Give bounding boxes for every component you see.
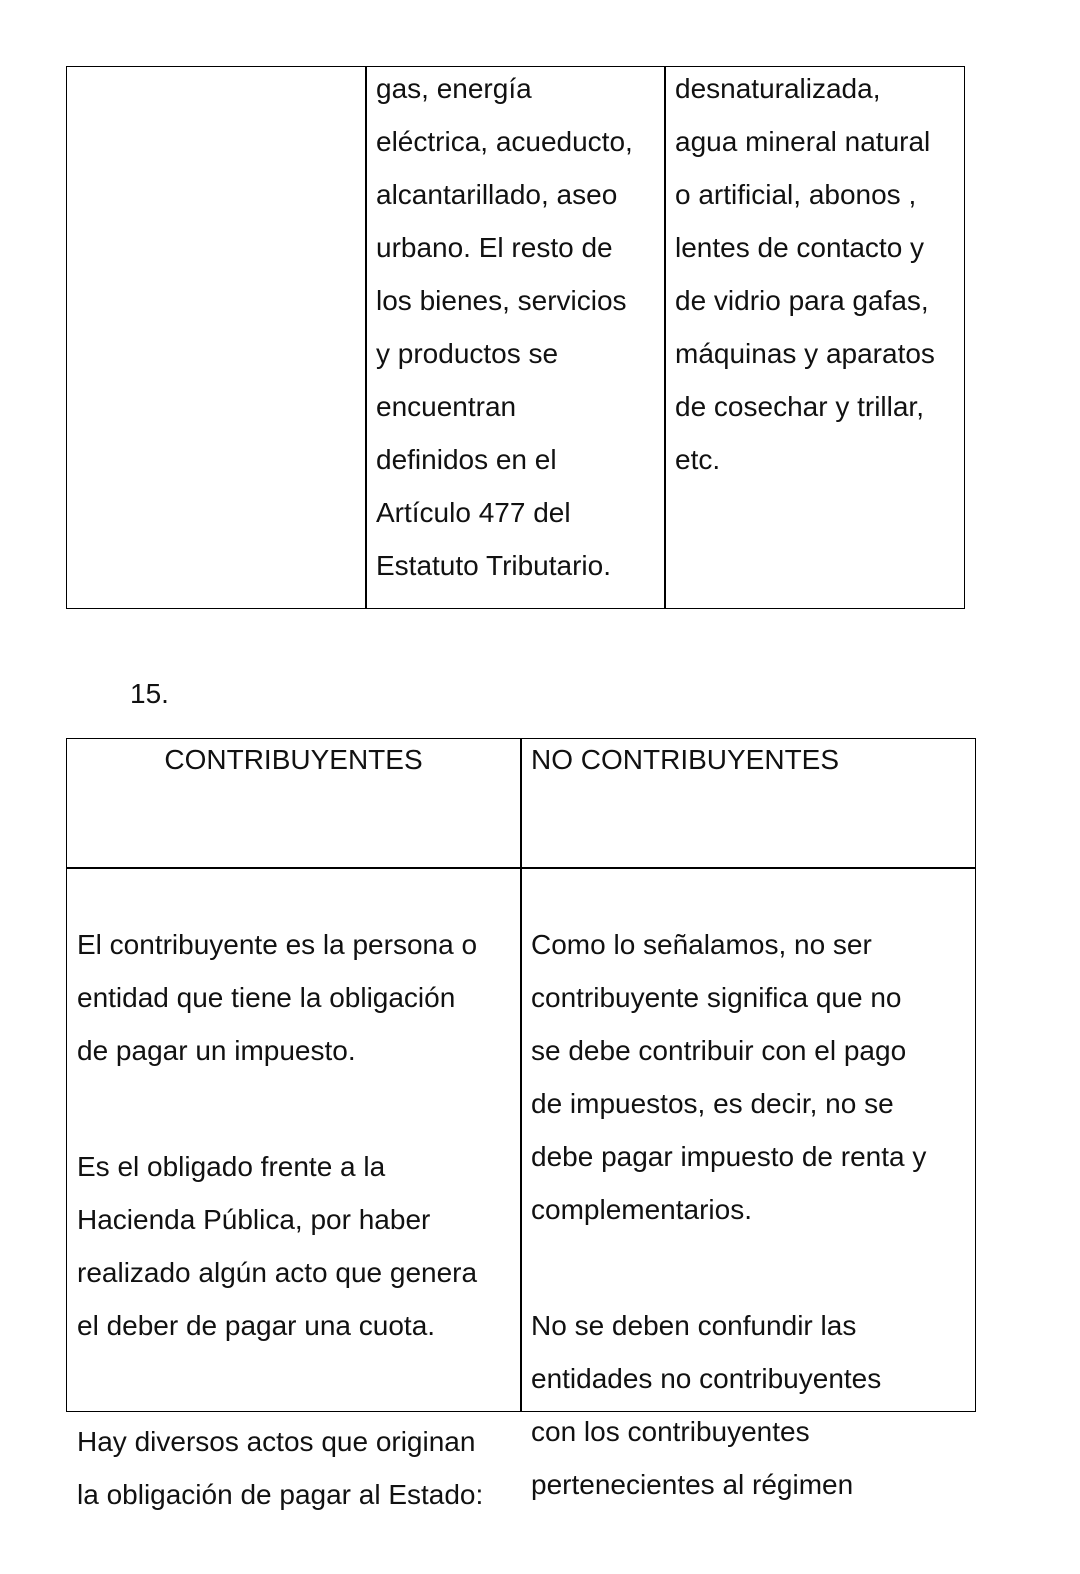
no-contribuyentes-paragraph: Como lo señalamos, no ser contribuyente significa que no se debe contribuir con el pago de impuestos, es decir, no se debe pagar impuesto de renta y complementarios. (531, 929, 927, 1225)
contribuyentes-paragraph: Es el obligado frente a la Hacienda Pública, por haber realizado algún acto que genera el deber de pagar una cuota. (77, 1151, 478, 1341)
header-no-contribuyentes: NO CONTRIBUYENTES (531, 744, 840, 775)
no-contribuyentes-paragraph: No se deben confundir las entidades no contribuyentes con los contribuyentes pertenecientes al régimen (531, 1310, 882, 1500)
top-table (66, 66, 965, 609)
contribuyentes-paragraph: Hay diversos actos que originan la obligación de pagar al Estado: (77, 1426, 484, 1510)
contribuyentes-body (77, 865, 517, 1574)
no-contribuyentes-body (531, 865, 971, 1564)
contribuyentes-paragraph: El contribuyente es la persona o entidad que tiene la obligación de pagar un impuesto. (77, 929, 478, 1066)
column-divider (520, 739, 522, 1411)
column-divider (365, 67, 367, 608)
top-table-col3-text: desnaturalizada, agua mineral natural o artificial, abonos , lentes de contacto y de vidrio para gafas, máquinas y aparatos de cosechar y trillar, etc. (675, 73, 935, 475)
top-table-col2-text: gas, energía eléctrica, acueducto, alcantarillado, aseo urbano. El resto de los bienes, servicios y productos se encuentran definidos en el Artículo 477 del Estatuto Tributario. (376, 73, 633, 581)
column-divider (664, 67, 666, 608)
contribuyentes-table (66, 738, 976, 1510)
section-number: 15. (130, 678, 169, 709)
header-contribuyentes: CONTRIBUYENTES (164, 744, 423, 775)
